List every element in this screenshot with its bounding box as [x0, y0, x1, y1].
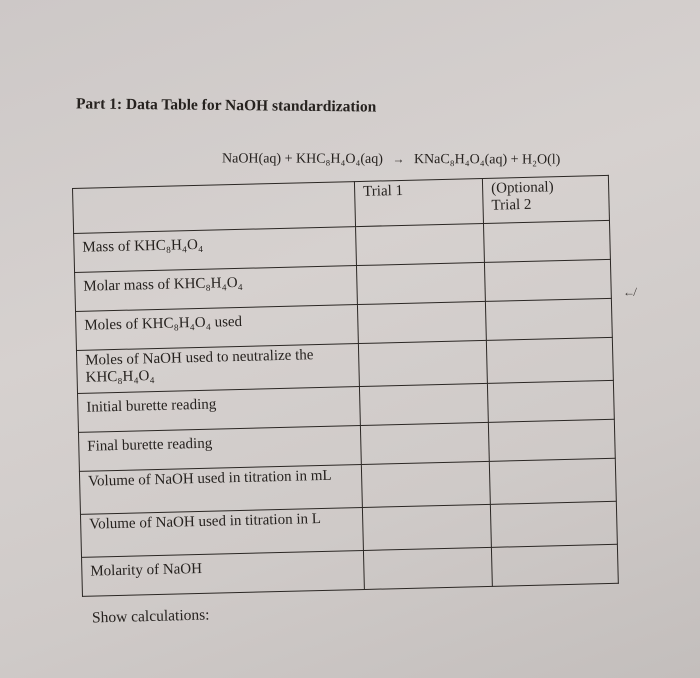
margin-pen-mark-icon: ↚	[623, 285, 635, 299]
row-label: Final burette reading	[78, 426, 361, 472]
trial-1-cell[interactable]	[356, 223, 485, 265]
row-label: Volume of NaOH used in titration in mL	[79, 465, 362, 515]
trial-1-cell[interactable]	[359, 383, 488, 425]
trial-2-cell[interactable]	[491, 544, 618, 586]
show-calculations-label: Show calculations:	[91, 606, 210, 627]
trial-2-cell[interactable]	[488, 419, 615, 461]
trial-1-cell[interactable]	[360, 422, 489, 464]
reaction-arrow-icon: →	[392, 152, 405, 167]
row-label: Molarity of NaOH	[82, 550, 365, 596]
row-label: Molar mass of KHC₈H₄O₄	[75, 266, 358, 312]
trial-1-cell[interactable]	[357, 301, 486, 343]
trial-2-cell[interactable]	[489, 458, 616, 504]
equation-products: KNaC₈H₄O₄(aq) + H₂O(l)	[413, 152, 561, 168]
header-trial-1: Trial 1	[354, 178, 483, 226]
row-label: Moles of KHC₈H₄O₄ used	[76, 305, 359, 351]
row-label: Volume of NaOH used in titration in L	[80, 508, 363, 558]
trial-2-cell[interactable]	[487, 380, 614, 422]
row-label: Initial burette reading	[78, 387, 361, 433]
trial-2-cell[interactable]	[485, 298, 612, 340]
trial-1-cell[interactable]	[362, 504, 491, 550]
part-title: Part 1: Data Table for NaOH standardization	[75, 95, 377, 116]
header-blank-cell	[73, 182, 356, 234]
trial-1-cell[interactable]	[356, 262, 485, 304]
data-table	[72, 175, 618, 597]
trial-1-cell[interactable]	[363, 547, 492, 589]
equation-reactants: NaOH(aq) + KHC₈H₄O₄(aq)	[221, 151, 383, 167]
trial-2-cell[interactable]	[490, 501, 617, 547]
row-label: Mass of KHC₈H₄O₄	[74, 227, 357, 273]
trial-2-cell[interactable]	[484, 259, 611, 301]
trial-2-cell[interactable]	[483, 220, 610, 262]
header-trial-2: (Optional) Trial 2	[482, 175, 609, 223]
reaction-equation	[222, 151, 560, 168]
trial-1-cell[interactable]	[358, 340, 487, 386]
trial-2-cell[interactable]	[486, 337, 613, 383]
trial-1-cell[interactable]	[361, 461, 490, 507]
row-label: Moles of NaOH used to neutralize the KHC₈H₄O₄	[76, 344, 359, 394]
